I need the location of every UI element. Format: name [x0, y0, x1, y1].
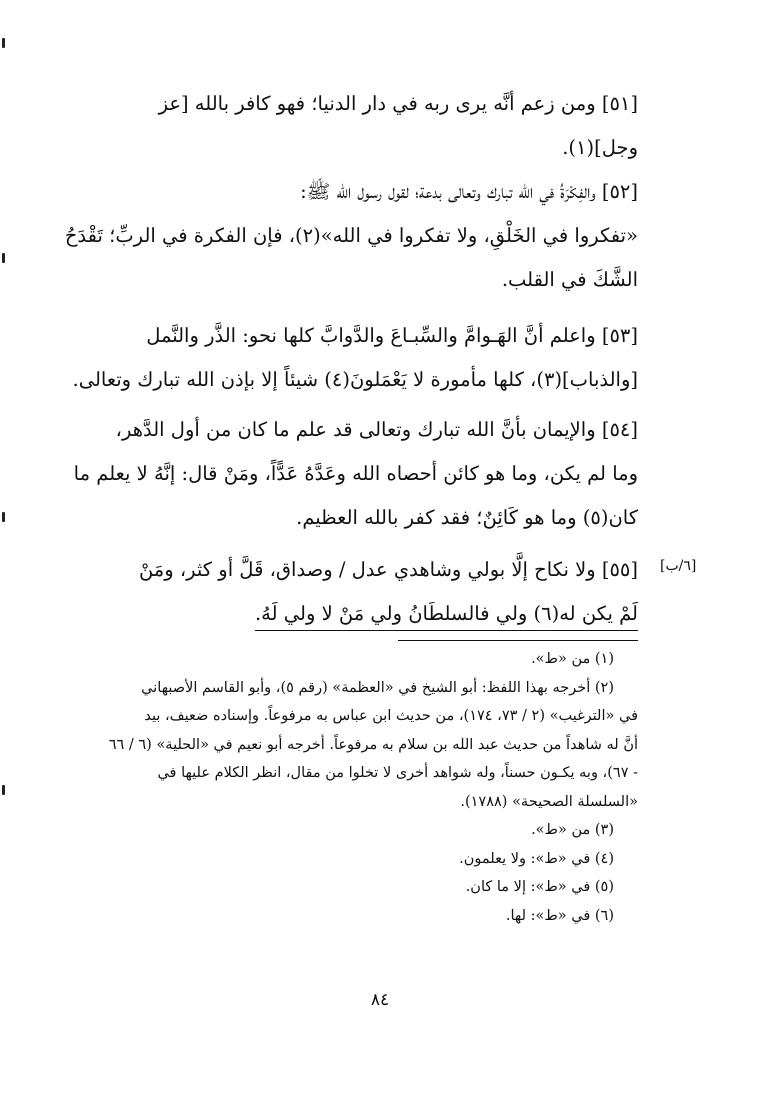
text-line: [٥٢] والفِكْرَةُ في الله تبارك وتعالى بدعة؛ لقول رسول الله ﷺ: [300, 180, 638, 203]
text-line: «تفكروا في الخَلْقِ، ولا تفكروا في الله»(٢)، فإن الفكرة في الربِّ؛ تَقْدَحُ [64, 224, 638, 247]
text-line: لَمْ يكن له(٦) ولي فالسلطَانُ ولي مَنْ لا ولي لَهُ. [254, 602, 638, 625]
footnote-5: (٥) في «ط»: إلا ما كان. [465, 879, 614, 895]
text-line: [٥١] ومن زعم أنَّه يرى ربه في دار الدنيا؛ فهو كافر بالله [عز [158, 92, 638, 115]
footnote-6: (٦) في «ط»: لها. [505, 907, 614, 924]
footnotes [52, 645, 638, 930]
text-line: [والذباب](٣)، كلها مأمورة لا يَعْمَلونَ(٤) شيئاً إلا بإذن الله تبارك وتعالى. [72, 368, 638, 391]
footnote-1: (١) من «ط». [531, 651, 614, 667]
footnote-2-cont: «السلسلة الصحيحة» (١٧٨٨). [460, 793, 638, 810]
footnote-2-cont: أنَّ له شاهداً من حديث عبد الله بن سلام به مرفوعاً. أخرجه أبو نعيم في «الحلية» (٦ / ٦٦ [108, 736, 638, 753]
paragraph-54 [52, 408, 638, 540]
scan-edge-mark [2, 512, 5, 522]
paragraph-55 [52, 548, 638, 636]
footnote-separator [398, 640, 638, 641]
text-line: وما لم يكن، وما هو كائن أحصاه الله وعَدَّهُ عَدًّاً، ومَنْ قال: إنَّهُ لا يعلم ما [73, 462, 638, 485]
footnote-2-cont: في «الترغيب» (٢ / ٧٣، ١٧٤)، من حديث ابن عباس به مرفوعاً. وإسناده ضعيف، بيد [144, 708, 638, 724]
text-line: [٥٣] واعلم أنَّ الهَـوامَّ والسِّبـاعَ والدَّوابَّ كلها نحو: الذَّر والنَّمل [146, 324, 638, 347]
scan-edge-mark [2, 38, 5, 48]
manuscript-folio-note: [٦/ب] [660, 558, 697, 574]
page-number: ٨٤ [370, 990, 390, 1010]
text-line: كان(٥) وما هو كَائِنٌ؛ فقد كفر بالله العظيم. [296, 506, 638, 529]
paragraph-53 [52, 314, 638, 402]
scan-edge-mark [2, 253, 5, 263]
paragraph-52 [52, 170, 638, 302]
text-line: [٥٤] والإيمان بأنَّ الله تبارك وتعالى قد علم ما كان من أول الدَّهر، [115, 418, 638, 441]
footnote-2: (٢) أخرجه بهذا اللفظ: أبو الشيخ في «العظمة» (رقم ٥)، وأبو القاسم الأصبهاني [141, 679, 614, 696]
footnote-2-cont: - ٦٧)، وبه يكـون حسناً، وله شواهد أخرى لا تخلوا من مقال، انظر الكلام عليها في [157, 765, 638, 781]
footnote-4: (٤) في «ط»: ولا يعلمون. [459, 850, 614, 867]
scan-edge-mark [2, 785, 5, 795]
text-line: الشَّكَ في القلب. [501, 268, 638, 291]
text-line: [٥٥] ولا نكاح إلَّا بولي وشاهدي عدل / وصداق، قَلَّ أو كثر، ومَنْ [138, 558, 638, 581]
text-line: وجل](١). [562, 136, 638, 159]
paragraph-51 [52, 82, 638, 170]
footnote-3: (٣) من «ط». [531, 822, 614, 838]
